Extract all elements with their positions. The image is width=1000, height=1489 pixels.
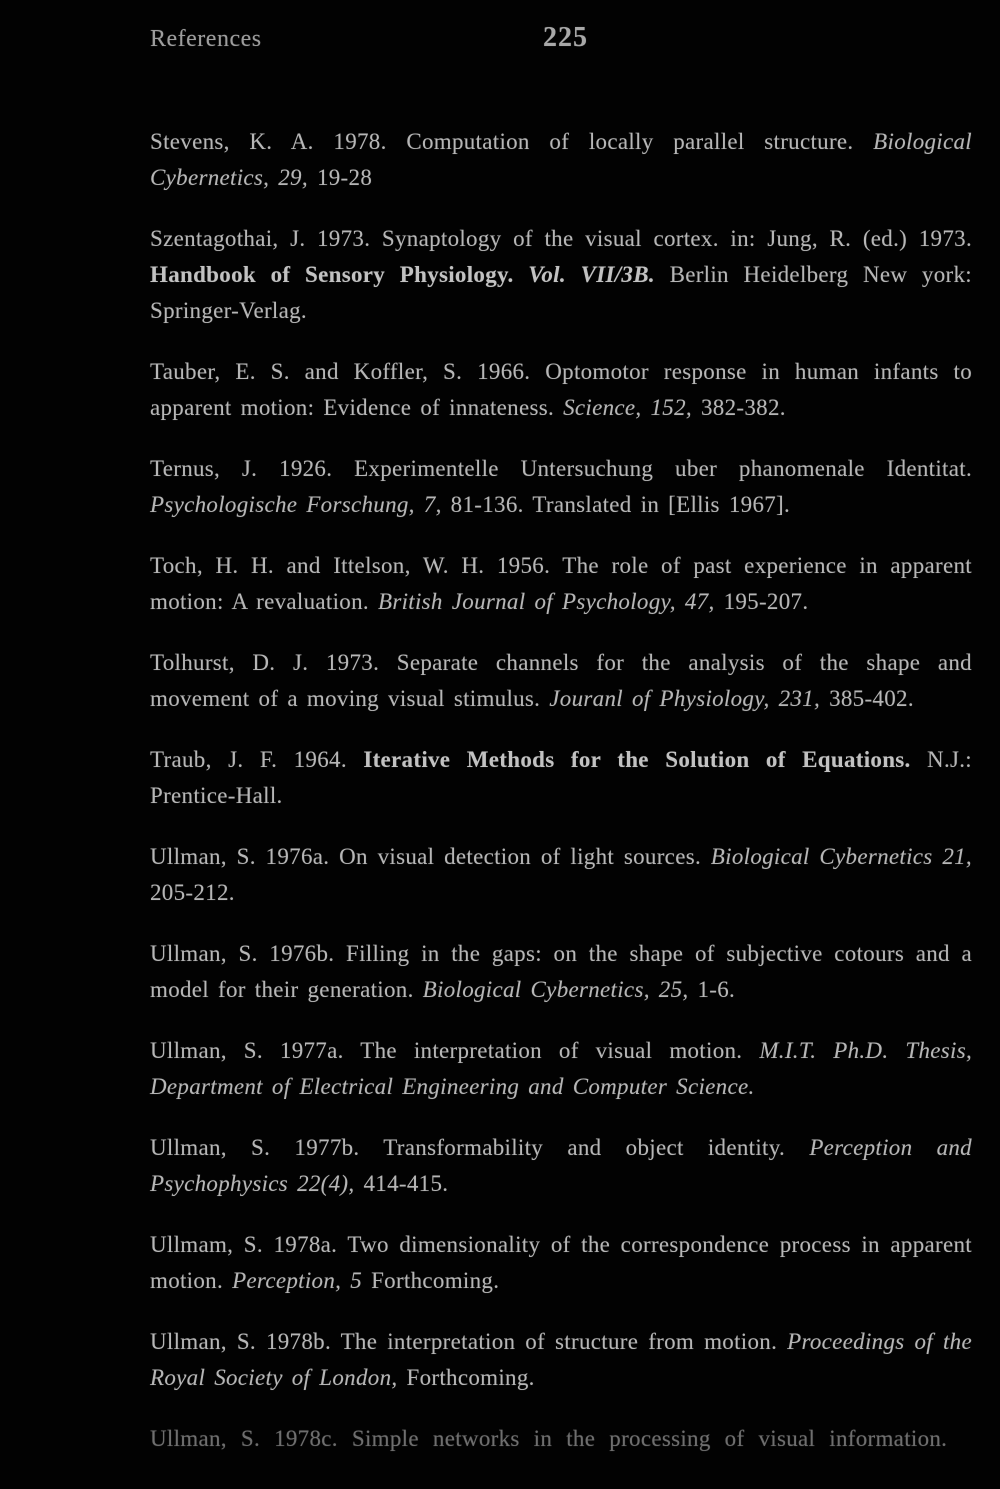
reference-entry-ullman-1977b: Ullman, S. 1977b. Transformability and object identity. Perception and Psychophysics 22(4), 414-415. xyxy=(150,1135,972,1196)
reference-entry-ullman-1978a: Ullmam, S. 1978a. Two dimensionality of the correspondence process in apparent motion. Perception, 5 Forthcoming. xyxy=(150,1232,972,1293)
reference-entry-tauber-koffler-1966: Tauber, E. S. and Koffler, S. 1966. Optomotor response in human infants to apparent motion: Evidence of innateness. Science, 152, 382-382. xyxy=(150,359,972,420)
reference-entry-ullman-1976b: Ullman, S. 1976b. Filling in the gaps: on the shape of subjective cotours and a model for their generation. Biological Cybernetics, 25, 1-6. xyxy=(150,941,972,1002)
section-title: References xyxy=(150,26,262,52)
reference-entry-ullman-1978c: Ullman, S. 1978c. Simple networks in the processing of visual information. xyxy=(150,1426,948,1451)
reference-entry-toch-ittelson-1956: Toch, H. H. and Ittelson, W. H. 1956. The role of past experience in apparent motion: A revaluation. British Journal of Psychology, 47, 195-207. xyxy=(150,553,972,614)
page-header xyxy=(0,0,1000,62)
reference-entry-stevens-1978: Stevens, K. A. 1978. Computation of locally parallel structure. Biological Cybernetics, 29, 19-28 xyxy=(150,129,972,190)
references-list xyxy=(150,124,972,1482)
reference-entry-traub-1964: Traub, J. F. 1964. Iterative Methods for the Solution of Equations. N.J.: Prentice-Hall. xyxy=(150,747,972,808)
reference-entry-szentagothai-1973: Szentagothai, J. 1973. Synaptology of the visual cortex. in: Jung, R. (ed.) 1973. Handbook of Sensory Physiology. Vol. VII/3B. Berlin Heidelberg New york: Springer-Verlag. xyxy=(150,226,972,323)
reference-entry-ullman-1978b: Ullman, S. 1978b. The interpretation of structure from motion. Proceedings of the Royal Society of London, Forthcoming. xyxy=(150,1329,972,1390)
reference-entry-ullman-1977a: Ullman, S. 1977a. The interpretation of visual motion. M.I.T. Ph.D. Thesis, Department of Electrical Engineering and Computer Science. xyxy=(150,1038,972,1099)
page-number: 225 xyxy=(543,22,588,53)
reference-entry-ullman-1976a: Ullman, S. 1976a. On visual detection of light sources. Biological Cybernetics 21, 205-212. xyxy=(150,844,972,905)
reference-entry-ternus-1926: Ternus, J. 1926. Experimentelle Untersuchung uber phanomenale Identitat. Psychologische Forschung, 7, 81-136. Translated in [Ellis 1967]. xyxy=(150,456,972,517)
reference-entry-tolhurst-1973: Tolhurst, D. J. 1973. Separate channels for the analysis of the shape and movement of a moving visual stimulus. Jouranl of Physiology, 231, 385-402. xyxy=(150,650,972,711)
